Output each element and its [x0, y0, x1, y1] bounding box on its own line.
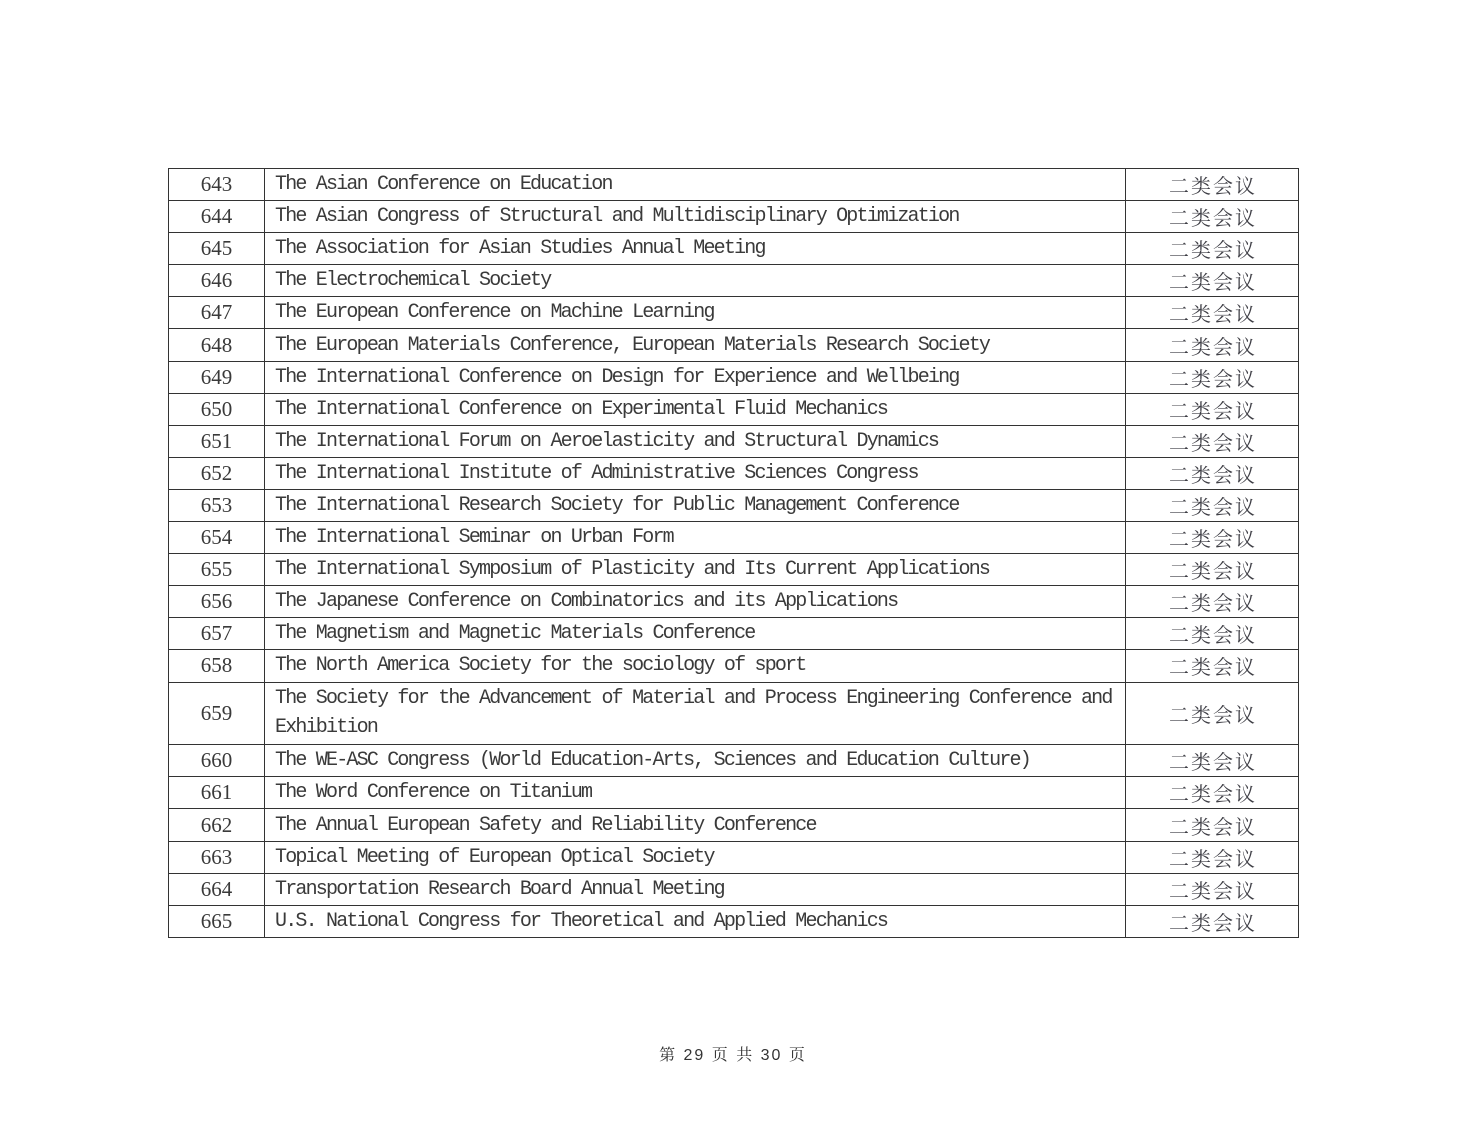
category-cell: 二类会议 — [1126, 618, 1299, 650]
table-row — [169, 297, 1299, 329]
table-row — [169, 489, 1299, 521]
category-cell: 二类会议 — [1126, 522, 1299, 554]
category-cell: 二类会议 — [1126, 393, 1299, 425]
row-number-cell: 646 — [169, 265, 265, 297]
row-number-cell: 653 — [169, 489, 265, 521]
category-cell: 二类会议 — [1126, 361, 1299, 393]
category-cell: 二类会议 — [1126, 297, 1299, 329]
row-number-cell: 663 — [169, 841, 265, 873]
category-cell: 二类会议 — [1126, 809, 1299, 841]
conference-name-cell: The Society for the Advancement of Material and Process Engineering Conference and Exhibition — [265, 682, 1126, 745]
conference-name-cell: The Magnetism and Magnetic Materials Conference — [265, 618, 1126, 650]
row-number-cell: 652 — [169, 457, 265, 489]
category-cell: 二类会议 — [1126, 650, 1299, 682]
row-number-cell: 647 — [169, 297, 265, 329]
conference-name-cell: The International Conference on Design for Experience and Wellbeing — [265, 361, 1126, 393]
category-cell: 二类会议 — [1126, 841, 1299, 873]
category-cell: 二类会议 — [1126, 873, 1299, 905]
row-number-cell: 649 — [169, 361, 265, 393]
category-cell: 二类会议 — [1126, 586, 1299, 618]
conference-name-cell: The North America Society for the sociology of sport — [265, 650, 1126, 682]
table-row — [169, 361, 1299, 393]
conference-name-cell: The International Research Society for Public Management Conference — [265, 489, 1126, 521]
table-row — [169, 905, 1299, 937]
table-row — [169, 841, 1299, 873]
category-cell: 二类会议 — [1126, 554, 1299, 586]
table-row — [169, 169, 1299, 201]
table-row — [169, 554, 1299, 586]
category-cell: 二类会议 — [1126, 682, 1299, 745]
conference-name-cell: U.S. National Congress for Theoretical and Applied Mechanics — [265, 905, 1126, 937]
row-number-cell: 650 — [169, 393, 265, 425]
conference-name-cell: The International Forum on Aeroelasticity and Structural Dynamics — [265, 425, 1126, 457]
page-number-footer: 第 29 页 共 30 页 — [659, 1047, 807, 1064]
conference-table — [168, 168, 1299, 938]
conference-name-cell: The Asian Conference on Education — [265, 169, 1126, 201]
conference-name-cell: The Association for Asian Studies Annual Meeting — [265, 233, 1126, 265]
table-row — [169, 522, 1299, 554]
row-number-cell: 662 — [169, 809, 265, 841]
category-cell: 二类会议 — [1126, 201, 1299, 233]
conference-name-cell: The European Conference on Machine Learning — [265, 297, 1126, 329]
category-cell: 二类会议 — [1126, 329, 1299, 361]
table-row — [169, 425, 1299, 457]
row-number-cell: 645 — [169, 233, 265, 265]
conference-name-cell: The Asian Congress of Structural and Multidisciplinary Optimization — [265, 201, 1126, 233]
row-number-cell: 651 — [169, 425, 265, 457]
table-row — [169, 777, 1299, 809]
table-row — [169, 745, 1299, 777]
row-number-cell: 648 — [169, 329, 265, 361]
category-cell: 二类会议 — [1126, 745, 1299, 777]
row-number-cell: 660 — [169, 745, 265, 777]
table-row — [169, 650, 1299, 682]
row-number-cell: 656 — [169, 586, 265, 618]
table-row — [169, 457, 1299, 489]
category-cell: 二类会议 — [1126, 457, 1299, 489]
conference-name-cell: The European Materials Conference, European Materials Research Society — [265, 329, 1126, 361]
row-number-cell: 643 — [169, 169, 265, 201]
table-row — [169, 586, 1299, 618]
row-number-cell: 659 — [169, 682, 265, 745]
category-cell: 二类会议 — [1126, 233, 1299, 265]
table-row — [169, 809, 1299, 841]
conference-name-cell: Transportation Research Board Annual Meeting — [265, 873, 1126, 905]
table-row — [169, 329, 1299, 361]
conference-name-cell: The Word Conference on Titanium — [265, 777, 1126, 809]
table-row — [169, 393, 1299, 425]
row-number-cell: 657 — [169, 618, 265, 650]
conference-name-cell: The International Seminar on Urban Form — [265, 522, 1126, 554]
category-cell: 二类会议 — [1126, 265, 1299, 297]
conference-name-cell: The WE-ASC Congress (World Education-Arts, Sciences and Education Culture) — [265, 745, 1126, 777]
category-cell: 二类会议 — [1126, 169, 1299, 201]
category-cell: 二类会议 — [1126, 489, 1299, 521]
table-row — [169, 201, 1299, 233]
row-number-cell: 661 — [169, 777, 265, 809]
conference-name-cell: The Electrochemical Society — [265, 265, 1126, 297]
row-number-cell: 654 — [169, 522, 265, 554]
table-row — [169, 233, 1299, 265]
conference-name-cell: The Annual European Safety and Reliability Conference — [265, 809, 1126, 841]
table-row — [169, 873, 1299, 905]
conference-name-cell: The Japanese Conference on Combinatorics and its Applications — [265, 586, 1126, 618]
conference-name-cell: Topical Meeting of European Optical Society — [265, 841, 1126, 873]
row-number-cell: 665 — [169, 905, 265, 937]
category-cell: 二类会议 — [1126, 425, 1299, 457]
row-number-cell: 655 — [169, 554, 265, 586]
table-row — [169, 682, 1299, 745]
table-row — [169, 265, 1299, 297]
row-number-cell: 644 — [169, 201, 265, 233]
row-number-cell: 658 — [169, 650, 265, 682]
table-row — [169, 618, 1299, 650]
category-cell: 二类会议 — [1126, 777, 1299, 809]
conference-name-cell: The International Symposium of Plasticity and Its Current Applications — [265, 554, 1126, 586]
row-number-cell: 664 — [169, 873, 265, 905]
conference-name-cell: The International Institute of Administrative Sciences Congress — [265, 457, 1126, 489]
category-cell: 二类会议 — [1126, 905, 1299, 937]
conference-name-cell: The International Conference on Experimental Fluid Mechanics — [265, 393, 1126, 425]
